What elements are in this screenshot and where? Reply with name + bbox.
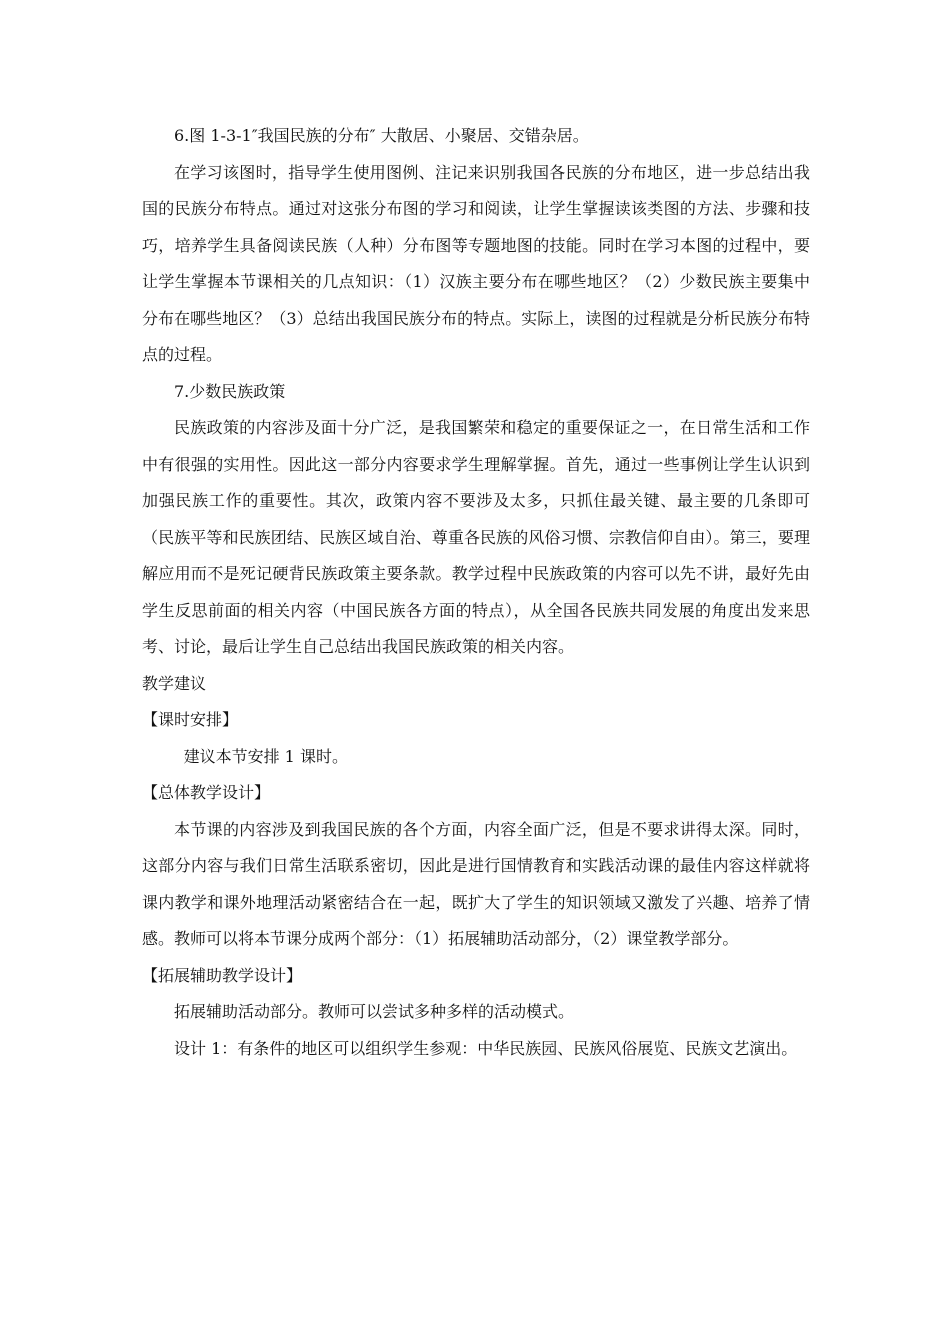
section-heading-teaching-suggestions: 教学建议 [142,673,207,693]
paragraph-minority-policy: 民族政策的内容涉及面十分广泛，是我国繁荣和稳定的重要保证之一，在日常生活和工作中有很强的实用性。因此这一部分内容要求学生理解掌握。首先，通过一些事例让学生认识到加强民族工作的重要性。其次，政策内容不要涉及太多，只抓住最关键、最主要的几条即可（民族平等和民族团结、民族区域自治、尊重各民族的风俗习惯、宗教信仰自由）。第三，要理解应用而不是死记硬背民族政策主要条款。教学过程中民族政策的内容可以先不讲，最好先由学生反思前面的相关内容（中国民族各方面的特点），从全国各民族共同发展的角度出发来思考、讨论，最后让学生自己总结出我国民族政策的相关内容。 [142,418,810,656]
paragraph-extended-activities: 拓展辅助活动部分。教师可以尝试多种多样的活动模式。 [174,1002,575,1021]
subheading-extended-design: 【拓展辅助教学设计】 [142,965,303,985]
figure-heading: 6.图 1-3-1″我国民族的分布″ 大散居、小聚居、交错杂居。 [174,126,589,145]
paragraph-design-1: 设计 1：有条件的地区可以组织学生参观：中华民族园、民族风俗展览、民族文艺演出。 [174,1038,798,1058]
subheading-overall-design: 【总体教学设计】 [142,783,271,802]
paragraph-map-reading: 在学习该图时，指导学生使用图例、注记来识别我国各民族的分布地区，进一步总结出我国的民族分布特点。通过对这张分布图的学习和阅读，让学生掌握读该类图的方法、步骤和技巧，培养学生具备阅读民族（人种）分布图等专题地图的技能。同时在学习本图的过程中，要让学生掌握本节课相关的几点知识：（1）汉族主要分布在哪些地区？（2）少数民族主要集中分布在哪些地区？（3）总结出我国民族分布的特点。实际上，读图的过程就是分析民族分布特点的过程。 [142,162,810,364]
document-body [142,118,810,1067]
section-heading-minority-policy: 7.少数民族政策 [174,381,286,401]
paragraph-overall-design: 本节课的内容涉及到我国民族的各个方面，内容全面广泛，但是不要求讲得太深。同时，这部分内容与我们日常生活联系密切，因此是进行国情教育和实践活动课的最佳内容这样就将课内教学和课外地理活动紧密结合在一起，既扩大了学生的知识领域又激发了兴趣、培养了情感。教师可以将本节课分成两个部分：（1）拓展辅助活动部分，（2）课堂教学部分。 [142,819,810,948]
subheading-class-schedule: 【课时安排】 [142,710,239,729]
paragraph-class-schedule: 建议本节安排 1 课时。 [183,746,348,766]
